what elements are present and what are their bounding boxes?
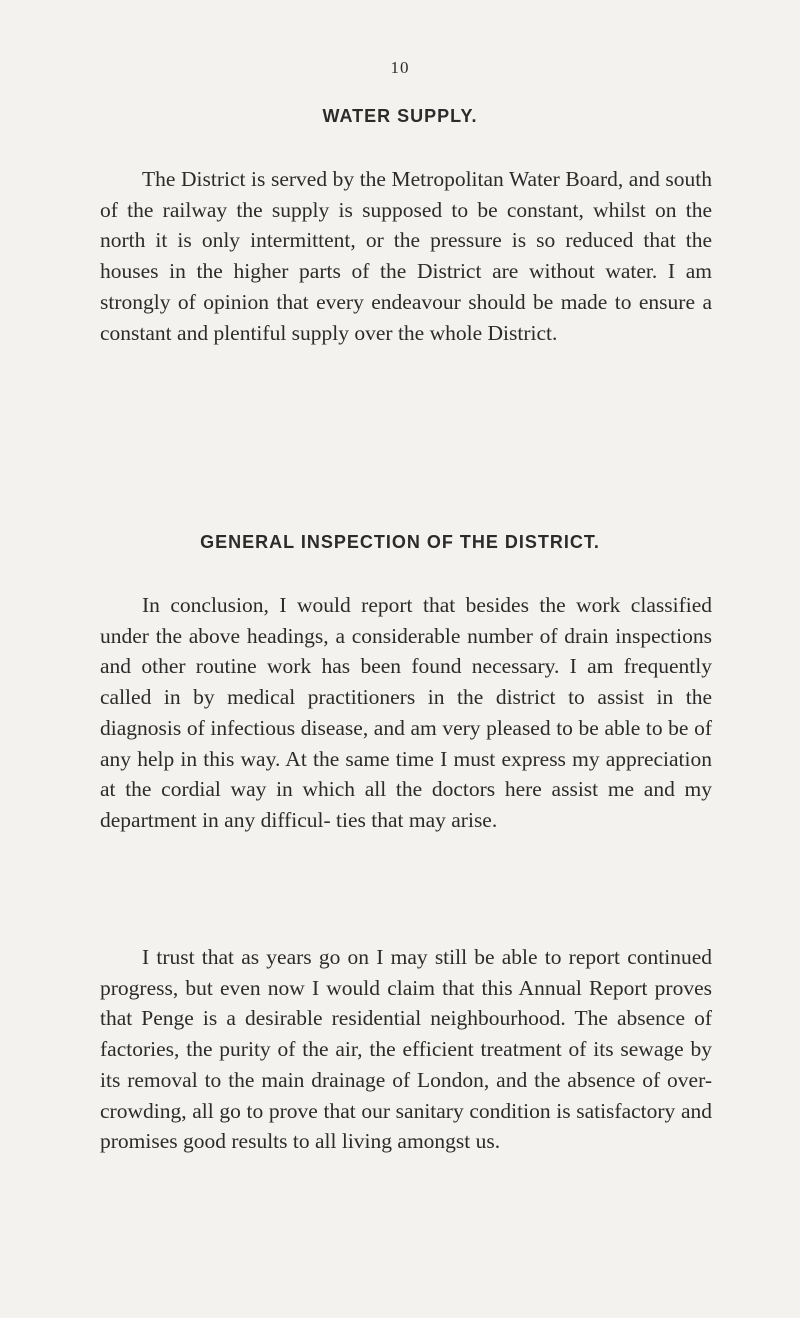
page-number: 10 (390, 58, 410, 77)
section-heading-water-supply: WATER SUPPLY. (322, 106, 478, 126)
paragraph-water-supply: The District is served by the Metropolitan Water Board, and south of the railway the supply is supposed to be constant, whilst on the north it is only intermittent, or the pressure is so reduced that the houses in the higher parts of the District are without water. I am strongly of opinion that every endeavour should be made to ensure a constant and plentiful supply over the whole District. (100, 167, 712, 345)
paragraph-general-inspection-progress: I trust that as years go on I may still be able to report continued progress, but even now I would claim that this Annual Report proves that Penge is a desirable residential neighbourhood. The absence of factories, the purity of the air, the efficient treatment of its sewage by its removal to the main drainage of London, and the absence of over- crowding, all go to prove that our sanitary condition is satisfactory and promises good results to all living amongst us. (100, 945, 712, 1154)
paragraph-general-inspection-conclusion: In conclusion, I would report that besides the work classified under the above headings, a considerable number of drain inspections and other routine work has been found necessary. I am frequently called in by medical practitioners in the district to assist in the diagnosis of infectious disease, and am very pleased to be able to be of any help in this way. At the same time I must express my appreciation at the cordial way in which all the doctors here assist me and my department in any difficul- ties that may arise. (100, 593, 712, 832)
section-heading-general-inspection: GENERAL INSPECTION OF THE DISTRICT. (200, 532, 600, 552)
